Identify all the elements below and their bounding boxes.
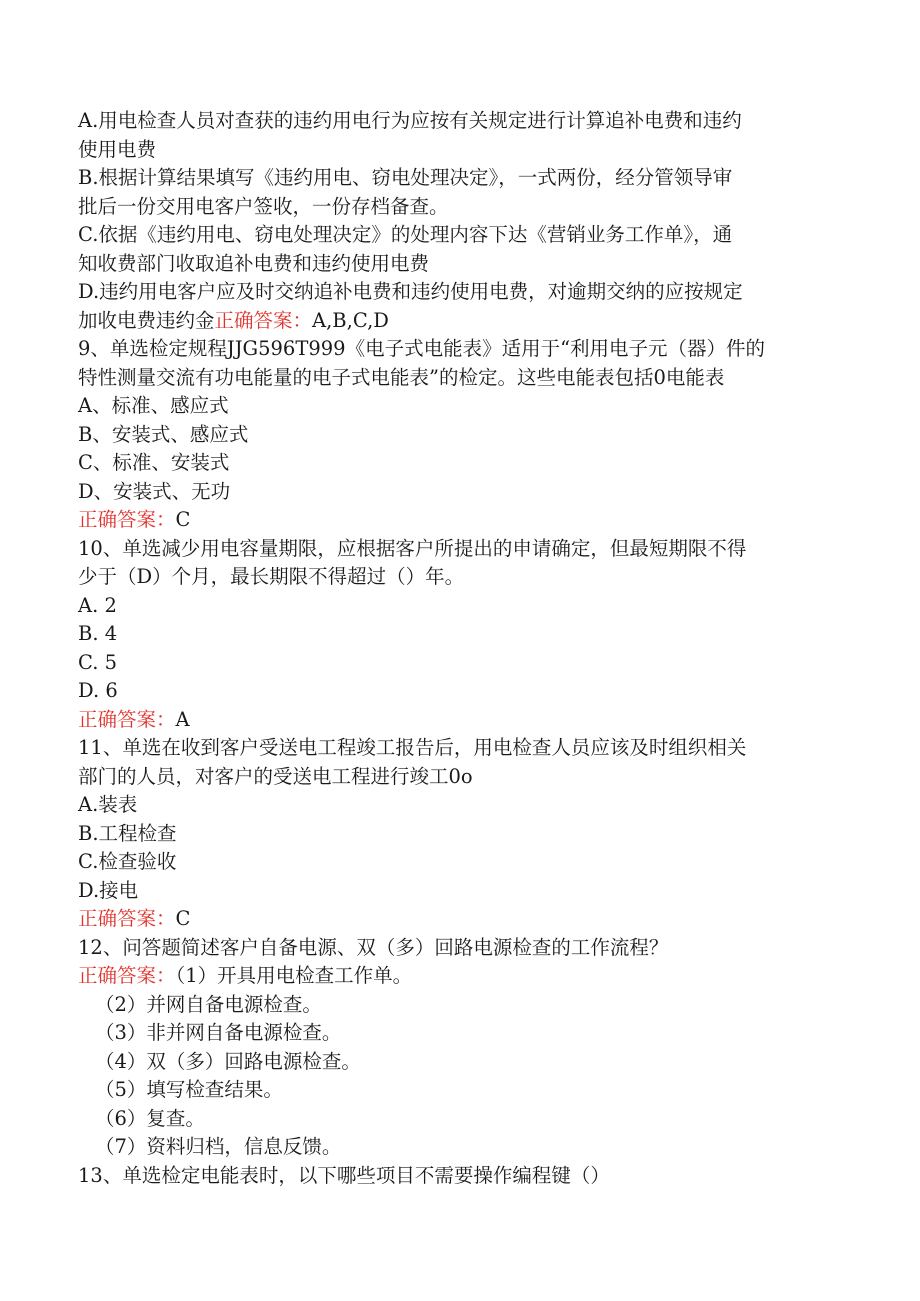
q9-stem-line1: 9、单选检定规程JJG596T999《电子式电能表》适用于“利用电子元（器）件的 — [78, 337, 766, 360]
q9-answer-value: C — [175, 508, 191, 531]
intro-option-d-text: 加收电费违约金 — [78, 308, 215, 332]
q12-answer-step-2: （2）并网自备电源检查。 — [95, 992, 322, 1016]
intro-option-a-line2: 使用电费 — [78, 137, 157, 161]
q11-stem-line2: 部门的人员，对客户的受送电工程进行竣工0o — [78, 764, 473, 788]
q9-option-d: D、安装式、无功 — [78, 479, 231, 503]
answer-label: 正确答案： — [214, 308, 313, 332]
intro-answer-value: A,B,C,D — [312, 308, 389, 332]
q12-answer-step-1: （1）开具用电检查工作单。 — [175, 964, 413, 987]
q11-option-d: D.接电 — [78, 878, 139, 902]
q12-answer-step-6: （6）复查。 — [95, 1106, 205, 1130]
q10-option-c: C. 5 — [78, 650, 118, 674]
intro-option-c-line1: C.依据《违约用电、窃电处理决定》的处理内容下达《营销业务工作单》，通 — [78, 223, 733, 246]
q12-answer-step-7: （7）资料归档，信息反馈。 — [95, 1135, 342, 1158]
intro-option-d-line2 — [78, 307, 848, 336]
q10-answer-value: A — [175, 707, 190, 731]
intro-option-c-line2: 知收费部门收取追补电费和违约使用电费 — [78, 251, 430, 275]
q11-answer — [78, 905, 848, 934]
q9-option-b: B、安装式、感应式 — [78, 422, 249, 446]
q12-answer — [78, 962, 848, 991]
answer-label: 正确答案： — [78, 508, 176, 531]
q13-stem-line1: 13、单选检定电能表时，以下哪些项目不需要操作编程键（） — [78, 1163, 610, 1187]
q10-answer — [78, 706, 848, 735]
q12-answer-step-3: （3）非并网自备电源检查。 — [95, 1021, 342, 1044]
document-page — [78, 107, 848, 1190]
intro-option-d-line1: D.违约用电客户应及时交纳追补电费和违约使用电费，对逾期交纳的应按规定 — [78, 280, 743, 303]
q11-stem-line1: 11、单选在收到客户受送电工程竣工报告后，用电检查人员应该及时组织相关 — [78, 736, 747, 759]
q11-option-c: C.检查验收 — [78, 850, 177, 873]
q10-option-a: A. 2 — [78, 593, 117, 617]
q10-option-b: B. 4 — [78, 622, 118, 645]
answer-label: 正确答案： — [78, 964, 176, 987]
q11-answer-value: C — [175, 907, 191, 930]
q11-option-a: A.装表 — [78, 793, 138, 816]
intro-option-b-line1: B.根据计算结果填写《违约用电、窃电处理决定》，一式两份，经分管领导审 — [78, 166, 733, 189]
answer-label: 正确答案： — [78, 907, 176, 930]
q10-stem-line2: 少于（D）个月，最长期限不得超过（）年。 — [78, 565, 465, 588]
q9-option-c: C、标准、安装式 — [78, 451, 230, 474]
q10-stem-line1: 10、单选减少用电容量期限，应根据客户所提出的申请确定，但最短期限不得 — [78, 536, 747, 560]
q12-stem-line1: 12、问答题简述客户自备电源、双（多）回路电源检查的工作流程？ — [78, 935, 669, 959]
intro-option-b-line2: 批后一份交用电客户签收，一份存档备查。 — [78, 194, 449, 218]
q9-option-a: A、标准、感应式 — [78, 394, 229, 417]
q12-answer-step-4: （4）双（多）回路电源检查。 — [95, 1049, 361, 1073]
q12-answer-step-5: （5）填写检查结果。 — [95, 1078, 283, 1101]
q9-stem-line2: 特性测量交流有功电能量的电子式电能表”的检定。这些电能表包括0电能表 — [78, 365, 725, 389]
q11-option-b: B.工程检查 — [78, 821, 177, 845]
answer-label: 正确答案： — [78, 707, 176, 731]
intro-option-a-line1: A.用电检查人员对查获的违约用电行为应按有关规定进行计算追补电费和违约 — [78, 109, 742, 132]
q9-answer — [78, 506, 848, 535]
q10-option-d: D. 6 — [78, 679, 118, 702]
